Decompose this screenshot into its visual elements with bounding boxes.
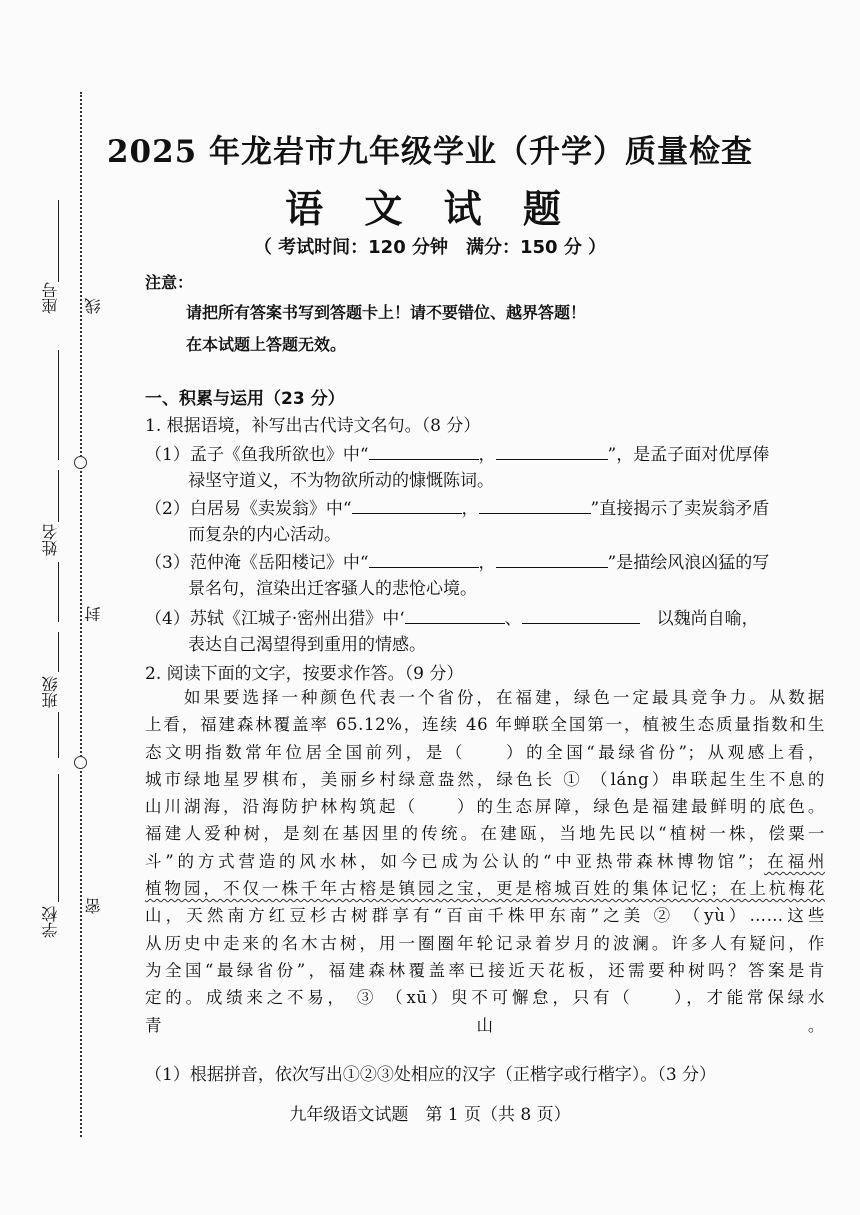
seat-number-label: 座号 — [41, 282, 60, 314]
q1-item-3-blank-b[interactable] — [496, 551, 608, 568]
q1-item-2 — [145, 494, 769, 519]
q1-item-3-blank-a[interactable] — [369, 551, 479, 568]
passage-line: 从历史中走来的名木古树，用一圈圈年轮记录着岁月的波澜。许多人有疑问，作 — [145, 933, 825, 953]
exam-time-score: （ 考试时间：120 分钟 满分：150 分 ） — [253, 237, 607, 258]
q1-item-1-blank-a[interactable] — [369, 443, 479, 460]
subject-title: 语 文 试 题 — [285, 186, 575, 231]
q1-item-1 — [145, 440, 769, 465]
q1-item-3-cont: 景名句，渲染出迁客骚人的悲怆心境。 — [188, 579, 477, 599]
q1-item-3-prefix: （3）范仲淹《岳阳楼记》中“ — [145, 553, 369, 573]
wavy-underlined-text: 在福州 — [764, 851, 825, 871]
q1-item-3-mid: ， — [478, 553, 496, 573]
passage-line: 山，天然南方红豆杉古树群享有“百亩千株甲东南”之美 ② （yù）……这些 — [145, 906, 825, 926]
passage-line-wavy-a — [145, 848, 825, 875]
passage-line-wavy-b: 植物园，不仅一株千年古榕是镇园之宝，更是榕城百姓的集体记忆；在上杭梅花 — [145, 879, 825, 899]
q1-item-3-suffix: ”是描绘风浪凶猛的写 — [607, 553, 770, 573]
name-field[interactable] — [58, 470, 59, 522]
q1-item-2-prefix: （2）白居易《卖炭翁》中“ — [145, 499, 352, 519]
passage-text: 斗”的方式营造的风水林，如今已成为公认的“中亚热带森林博物馆”； — [145, 851, 765, 871]
q1-item-1-cont: 禄坚守道义，不为物欲所动的慷慨陈词。 — [188, 471, 494, 491]
class-field[interactable] — [58, 632, 59, 672]
question-2-passage — [145, 684, 825, 1039]
q1-item-2-blank-a[interactable] — [352, 497, 462, 514]
margin-char-line: 线 — [84, 298, 103, 314]
school-label: 学校 — [41, 906, 60, 938]
q1-item-1-blank-b[interactable] — [496, 443, 608, 460]
question-1-stem: 1. 根据语境，补写出古代诗文名句。（8 分） — [145, 416, 481, 436]
passage-line: 定的。成绩来之不易， ③ （xū）臾不可懈怠，只有（ ），才能常保绿水 — [145, 988, 825, 1008]
exam-title: 2025 年龙岩市九年级学业（升学）质量检查 — [106, 134, 754, 170]
passage-line: 城市绿地星罗棋布，美丽乡村绿意盎然，绿色长 ① （láng）串联起生生不息的 — [145, 769, 825, 789]
binding-circle-2 — [74, 756, 87, 769]
q1-item-4-prefix: （4）苏轼《江城子·密州出猎》中‘ — [145, 609, 405, 629]
q1-item-4-blank-b[interactable] — [522, 607, 640, 624]
page-footer: 九年级语文试题 第 1 页（共 8 页） — [289, 1105, 571, 1125]
binding-circle-1 — [74, 456, 87, 469]
q1-item-1-mid: ， — [478, 445, 496, 465]
passage-line: 为全国“最绿省份”，福建森林覆盖率已接近天花板，还需要种树吗？答案是肯 — [145, 960, 825, 980]
passage-line: 山川湖海，沿海防护林构筑起（ ）的生态屏障，绿色是福建最鲜明的底色。 — [145, 797, 825, 817]
q1-item-4-cont: 表达自己渴望得到重用的情感。 — [188, 635, 426, 655]
q1-item-4-suffix: 以魏尚自喻， — [639, 609, 759, 629]
notice-line-2: 在本试题上答题无效。 — [186, 335, 347, 354]
school-field[interactable] — [58, 774, 59, 902]
passage-line: 如果要选择一种颜色代表一个省份，在福建，绿色一定最具竞争力。从数据 — [145, 688, 825, 707]
q1-item-1-prefix: （1）孟子《鱼我所欲也》中“ — [145, 445, 369, 465]
passage-line: 态文明指数常年位居全国前列，是（ ）的全国“最绿省份”；从观感上看， — [145, 742, 825, 762]
notice-heading: 注意： — [145, 273, 194, 292]
name-label: 姓名 — [41, 524, 60, 556]
question-2-stem: 2. 阅读下面的文字，按要求作答。（9 分） — [145, 664, 464, 684]
q1-item-2-cont: 而复杂的内心活动。 — [188, 525, 341, 545]
q1-item-1-suffix: ”，是孟子面对优厚俸 — [607, 445, 770, 465]
passage-line: 福建人爱种树，是刻在基因里的传统。在建瓯，当地先民以“植树一株，偿粟一 — [145, 824, 825, 844]
passage-line-last: 青山。 — [145, 1015, 825, 1035]
margin-char-seal: 封 — [84, 606, 103, 622]
q1-item-4 — [145, 604, 759, 629]
q1-item-3 — [145, 548, 769, 573]
q1-item-2-suffix: ”直接揭示了卖炭翁矛盾 — [590, 499, 770, 519]
q1-item-4-blank-a[interactable] — [405, 607, 505, 624]
q1-item-2-mid: ， — [461, 499, 479, 519]
seat-blank-extension — [58, 350, 59, 460]
name-field-lower[interactable] — [58, 562, 59, 622]
class-field-lower[interactable] — [58, 712, 59, 758]
passage-line: 上看，福建森林覆盖率 65.12%，连续 46 年蝉联全国第一，植被生态质量指数和生 — [145, 715, 825, 735]
margin-char-close: 密 — [84, 898, 103, 914]
notice-line-1: 请把所有答案书写到答题卡上！请不要错位、越界答题！ — [186, 303, 587, 322]
q2-sub-1: （1）根据拼音，依次写出①②③处相应的汉字（正楷字或行楷字）。（3 分） — [145, 1065, 717, 1085]
q1-item-2-blank-b[interactable] — [479, 497, 591, 514]
class-label: 班级 — [41, 676, 60, 708]
section-1-heading: 一、积累与运用（23 分） — [145, 389, 345, 409]
q1-item-4-mid: 、 — [504, 609, 522, 629]
